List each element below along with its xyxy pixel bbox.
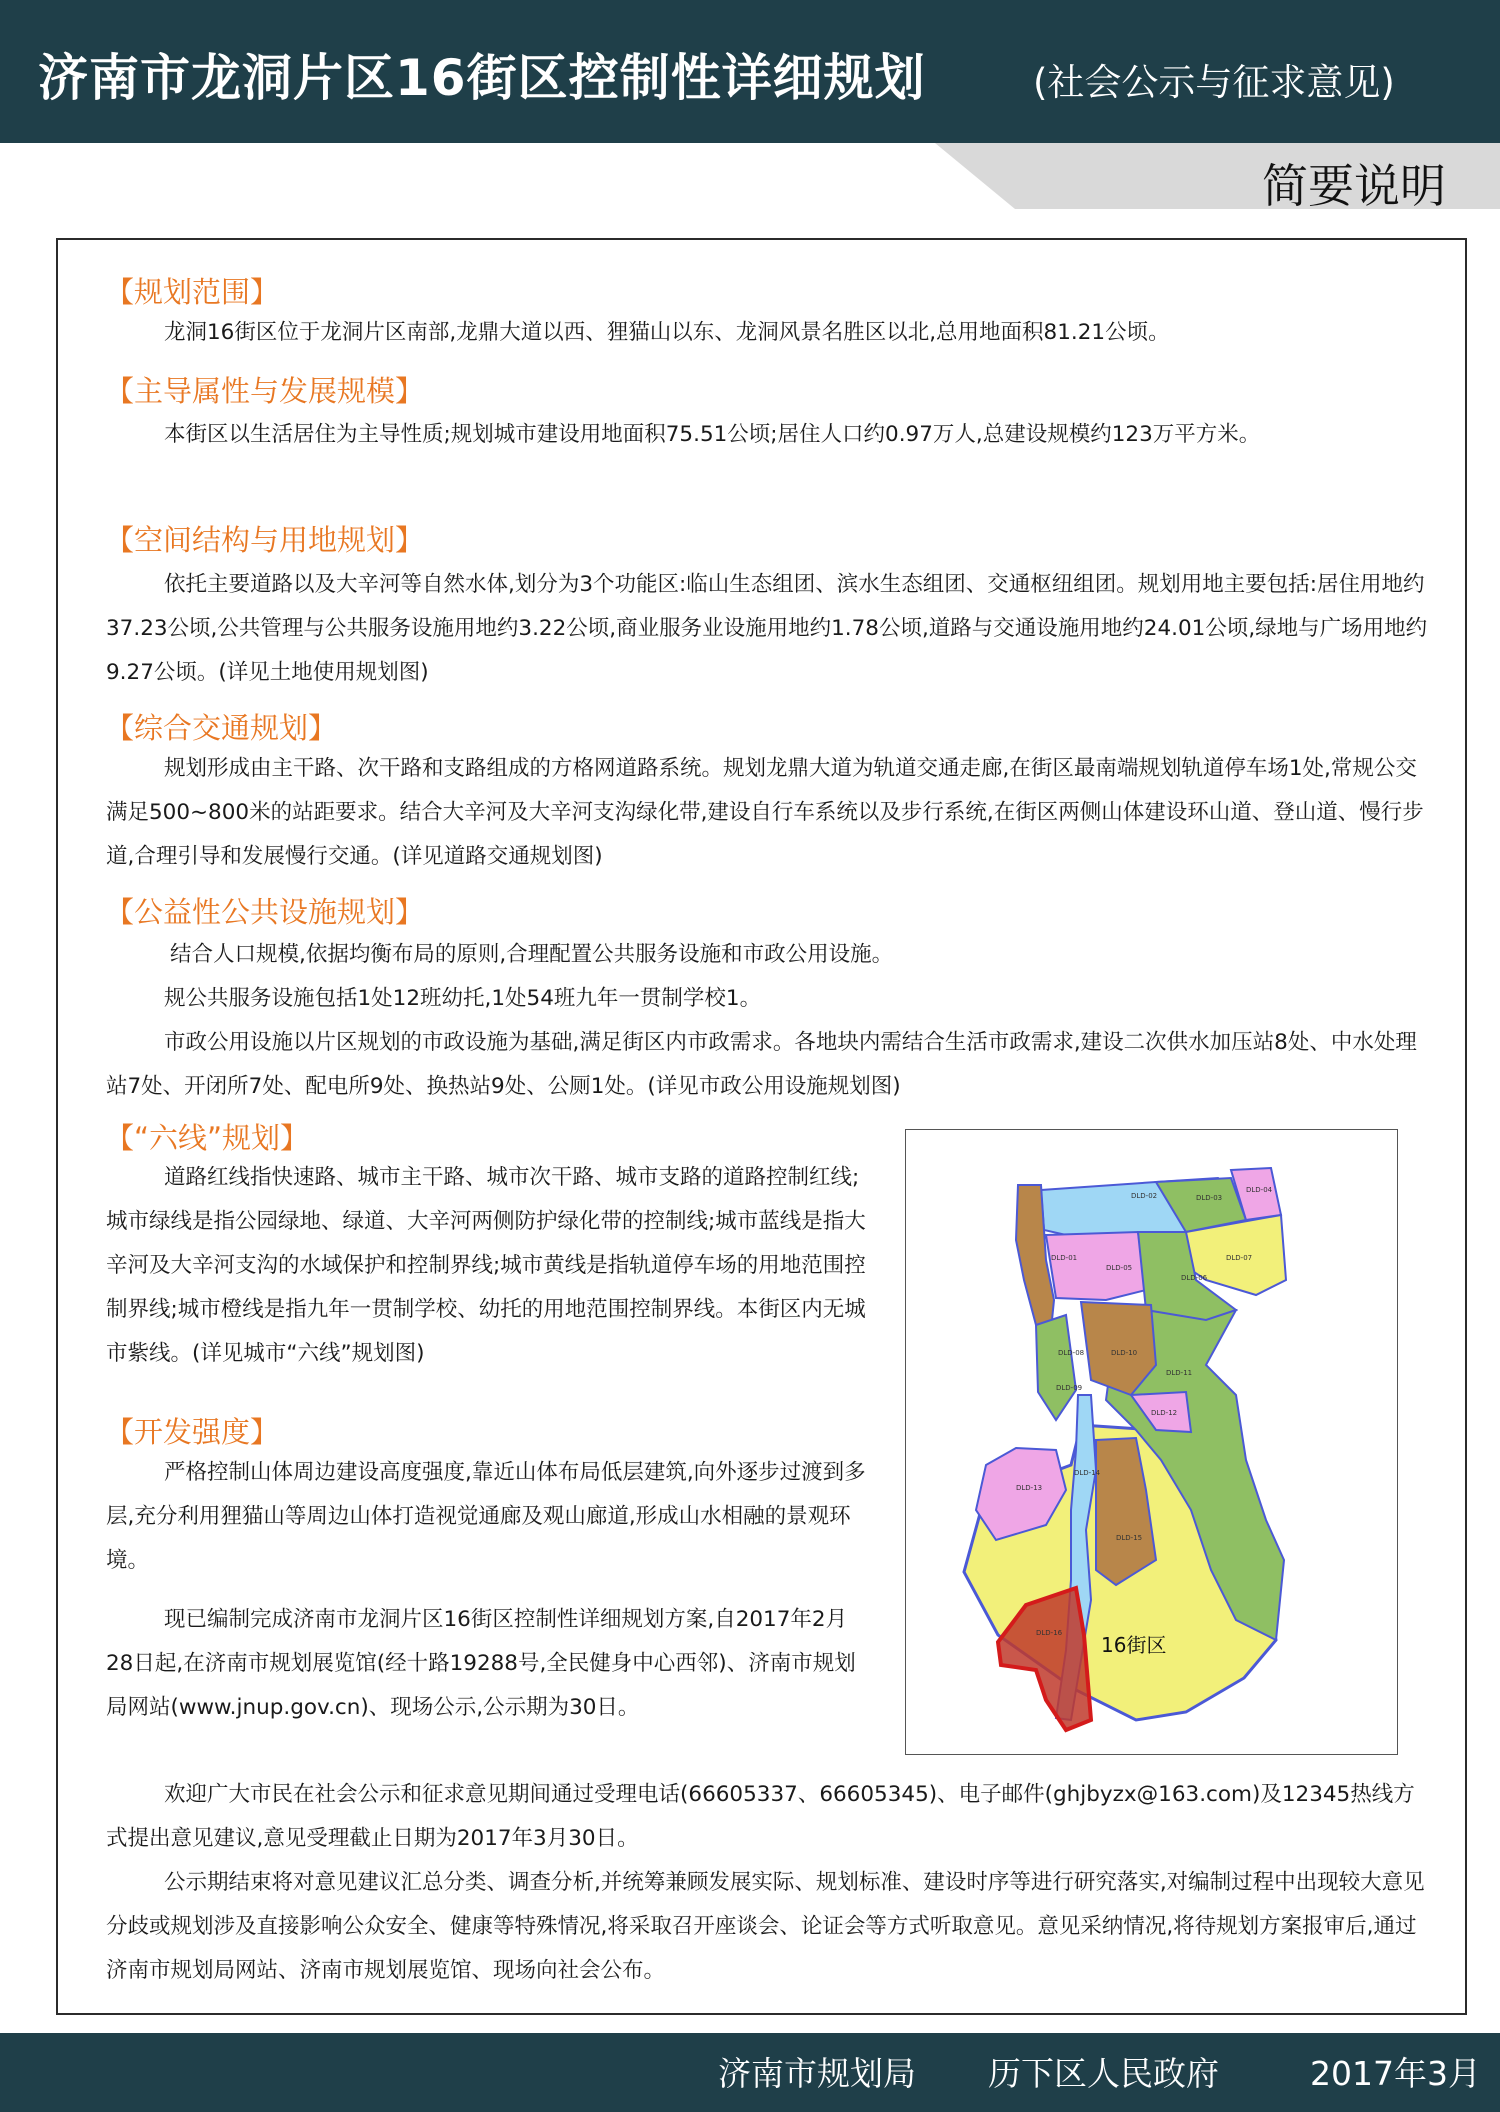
section-heading-intensity: 【开发强度】 <box>105 1415 280 1449</box>
section-heading-traffic: 【综合交通规划】 <box>105 711 338 745</box>
footer-org-government: 历下区人民政府 <box>988 2054 1219 2093</box>
footer-date: 2017年3月 <box>1310 2054 1481 2093</box>
section-text-traffic: 规划形成由主干路、次干路和支路组成的方格网道路系统。规划龙鼎大道为轨道交通走廊,在街区最南端规划轨道停车场1处,常规公交满足500~800米的站距要求。结合大辛河及大辛河支沟绿化带,建设自行车系统以及步行系统,在街区两侧山体建设环山道、登山道、慢行步道,合理引导和发展慢行交通。(详见道路交通规划图) <box>106 756 1424 869</box>
map-zone-green-mid <box>1036 1315 1076 1420</box>
section-text-spatial: 依托主要道路以及大辛河等自然水体,划分为3个功能区:临山生态组团、滨水生态组团、交通枢纽组团。规划用地主要包括:居住用地约37.23公顷,公共管理与公共服务设施用地约3.22公顷,商业服务业设施用地约1.78公顷,道路与交通设施用地约24.01公顷,绿地与广场用地约9.27公顷。(详见土地使用规划图) <box>106 572 1428 685</box>
map-parcel-label-dld-14: DLD-14 <box>1074 1469 1101 1477</box>
map-parcel-label-dld-08: DLD-08 <box>1058 1349 1085 1357</box>
map-parcel-label-dld-10: DLD-10 <box>1111 1349 1138 1357</box>
map-parcel-label-dld-09: DLD-09 <box>1056 1384 1083 1392</box>
section-text-public-3: 市政公用设施以片区规划的市政设施为基础,满足街区内市政需求。各地块内需结合生活市政需求,建设二次供水加压站8处、中水处理站7处、开闭所7处、配电所9处、换热站9处、公厕1处。(详见市政公用设施规划图) <box>106 1030 1417 1099</box>
map-district-label: 16街区 <box>1101 1633 1167 1657</box>
land-use-map <box>905 1129 1398 1755</box>
map-parcel-label-dld-02: DLD-02 <box>1131 1192 1158 1200</box>
followup-paragraph: 公示期结束将对意见建议汇总分类、调查分析,并统筹兼顾发展实际、规划标准、建设时序等进行研究落实,对编制过程中出现较大意见分歧或规划涉及直接影响公众安全、健康等特殊情况,将采取召开座谈会、论证会等方式听取意见。意见采纳情况,将待规划方案报审后,通过济南市规划局网站、济南市规划展览馆、现场向社会公布。 <box>106 1870 1425 1983</box>
section-text-public-1: 结合人口规模,依据均衡布局的原则,合理配置公共服务设施和市政公用设施。 <box>170 942 894 967</box>
section-text-intensity: 严格控制山体周边建设高度强度,靠近山体布局低层建筑,向外逐步过渡到多层,充分利用狸猫山等周边山体打造视觉通廊及观山廊道,形成山水相融的景观环境。 <box>106 1460 866 1573</box>
land-use-map-svg <box>906 1130 1396 1753</box>
notice-paragraph: 现已编制完成济南市龙洞片区16街区控制性详细规划方案,自2017年2月28日起,在济南市规划展览馆(经十路19288号,全民健身中心西邻)、济南市规划局网站(www.jnup.gov.cn)、现场公示,公示期为30日。 <box>106 1607 856 1720</box>
section-heading-public-facilities: 【公益性公共设施规划】 <box>105 895 425 929</box>
map-parcel-label-dld-04: DLD-04 <box>1246 1186 1273 1194</box>
section-text-public-2: 规公共服务设施包括1处12班幼托,1处54班九年一贯制学校1。 <box>164 986 762 1011</box>
section-heading-scope: 【规划范围】 <box>105 275 280 309</box>
section-heading-spatial: 【空间结构与用地规划】 <box>105 523 425 557</box>
map-parcel-label-dld-12: DLD-12 <box>1151 1409 1178 1417</box>
section-heading-six-lines: 【“六线”规划】 <box>105 1121 310 1155</box>
section-text-scope: 龙洞16街区位于龙洞片区南部,龙鼎大道以西、狸猫山以东、龙洞风景名胜区以北,总用地面积81.21公顷。 <box>164 320 1170 345</box>
map-parcel-label-dld-07: DLD-07 <box>1226 1254 1253 1262</box>
map-parcel-label-dld-03: DLD-03 <box>1196 1194 1223 1202</box>
map-parcel-label-dld-05: DLD-05 <box>1106 1264 1133 1272</box>
feedback-paragraph: 欢迎广大市民在社会公示和征求意见期间通过受理电话(66605337、66605345)、电子邮件(ghjbyzx@163.com)及12345热线方式提出意见建议,意见受理截止日期为2017年3月30日。 <box>106 1782 1415 1851</box>
footer-org-planning: 济南市规划局 <box>718 2054 916 2093</box>
map-parcel-label-dld-06: DLD-06 <box>1181 1274 1208 1282</box>
section-text-six-lines: 道路红线指快速路、城市主干路、城市次干路、城市支路的道路控制红线;城市绿线是指公园绿地、绿道、大辛河两侧防护绿化带的控制线;城市蓝线是指大辛河及大辛河支沟的水域保护和控制界线;城市黄线是指轨道停车场的用地范围控制界线;城市橙线是指九年一贯制学校、幼托的用地范围控制界线。本街区内无城市紫线。(详见城市“六线”规划图) <box>106 1165 866 1366</box>
page-subtitle: (社会公示与征求意见) <box>1033 61 1395 104</box>
map-parcel-label-dld-15: DLD-15 <box>1116 1534 1143 1542</box>
section-text-attributes: 本街区以生活居住为主导性质;规划城市建设用地面积75.51公顷;居住人口约0.97万人,总建设规模约123万平方米。 <box>164 422 1261 447</box>
section-heading-attributes: 【主导属性与发展规模】 <box>105 374 425 408</box>
map-parcel-label-dld-16: DLD-16 <box>1036 1629 1063 1637</box>
map-parcel-label-dld-01: DLD-01 <box>1051 1254 1078 1262</box>
map-parcel-label-dld-13: DLD-13 <box>1016 1484 1043 1492</box>
map-parcel-label-dld-11: DLD-11 <box>1166 1369 1193 1377</box>
page-title: 济南市龙洞片区16街区控制性详细规划 <box>38 49 926 107</box>
section-tab-label: 简要说明 <box>1262 159 1446 213</box>
